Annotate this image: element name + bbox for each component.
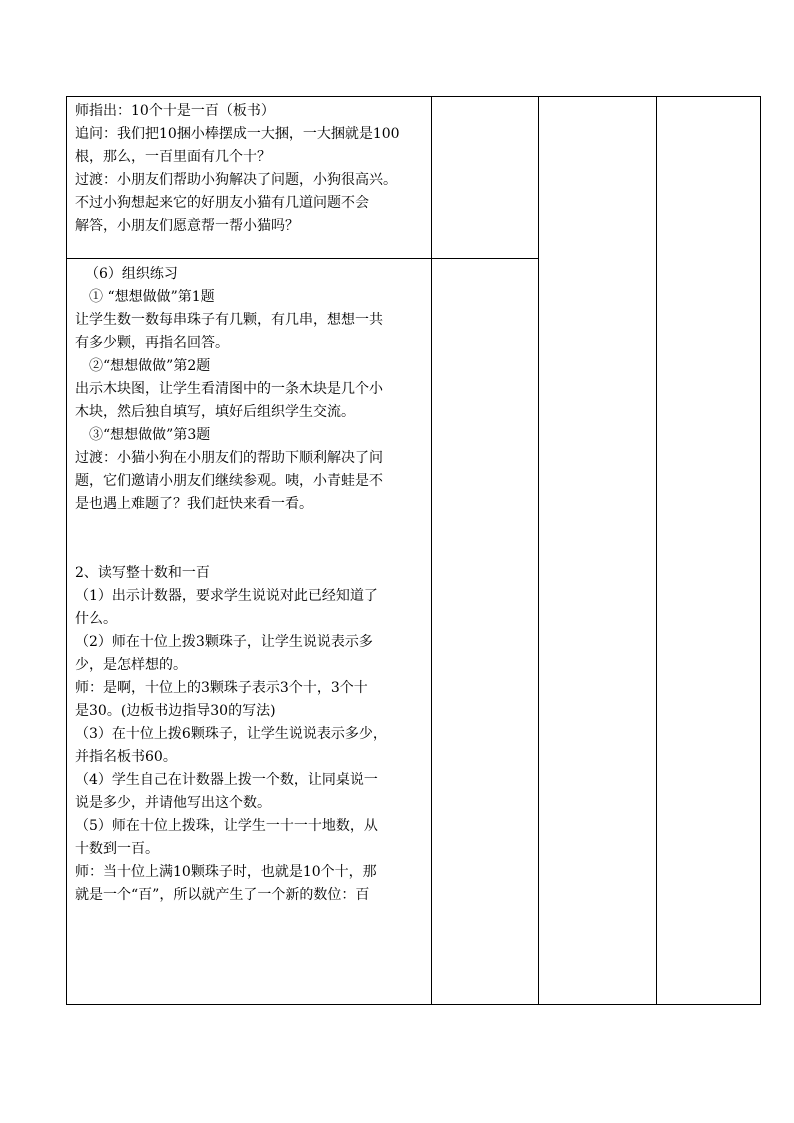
column-divider-1 [431, 96, 432, 1005]
teaching-process-cell-2 [75, 263, 427, 907]
text-line: 师指出：10个十是一百（板书） [75, 103, 275, 119]
text-line: 少，是怎样想的。 [75, 657, 187, 673]
text-line: （6）组织练习 [85, 266, 178, 282]
text-line: （1）出示计数器，要求学生说说对此已经知道了 [75, 588, 378, 604]
text-line: 是30。(边板书边指导30的写法) [75, 703, 276, 719]
text-line: 出示木块图，让学生看清图中的一条木块是几个小 [75, 381, 383, 397]
row-divider [66, 258, 539, 259]
text-line: （3）在十位上拨6颗珠子，让学生说说表示多少， [75, 726, 387, 742]
text-line: 什么。 [75, 611, 117, 627]
column-divider-2 [538, 96, 539, 1005]
text-line: 过渡：小朋友们帮助小狗解决了问题，小狗很高兴。 [75, 172, 397, 188]
table-right-border [760, 96, 761, 1005]
text-line: ① “想想做做”第1题 [89, 289, 215, 305]
text-line: （4）学生自己在计数器上拨一个数，让同桌说一 [75, 772, 378, 788]
table-left-border [66, 96, 67, 1005]
text-line: 师：是啊，十位上的3颗珠子表示3个十，3个十 [75, 680, 368, 696]
text-line: 并指名板书60。 [75, 749, 177, 765]
text-line: ②“想想做做”第2题 [89, 358, 211, 374]
text-line: 解答，小朋友们愿意帮一帮小猫吗？ [75, 218, 299, 234]
blank-space [75, 516, 427, 562]
lesson-plan-table [66, 96, 761, 1005]
text-line: 说是多少，并请他写出这个数。 [75, 795, 271, 811]
text-line: 追问：我们把10捆小棒摆成一大捆，一大捆就是100 [75, 126, 400, 142]
text-line: 是也遇上难题了？我们赶快来看一看。 [75, 496, 313, 512]
text-line: 不过小狗想起来它的好朋友小猫有几道问题不会 [75, 195, 369, 211]
text-line: 师：当十位上满10颗珠子时，也就是10个十，那 [75, 864, 377, 880]
text-line: ③“想想做做”第3题 [89, 427, 211, 443]
text-line: 过渡：小猫小狗在小朋友们的帮助下顺利解决了问 [75, 450, 383, 466]
text-line: 就是一个“百”，所以就产生了一个新的数位：百 [75, 887, 370, 903]
text-line: 十数到一百。 [75, 841, 159, 857]
text-line: 有多少颗，再指名回答。 [75, 335, 229, 351]
column-divider-3 [656, 96, 657, 1005]
text-line: 让学生数一数每串珠子有几颗，有几串，想想一共 [75, 312, 383, 328]
text-line: 题，它们邀请小朋友们继续参观。咦，小青蛙是不 [75, 473, 383, 489]
teaching-process-cell-1 [75, 100, 427, 238]
text-line: 根，那么，一百里面有几个十？ [75, 149, 271, 165]
section-heading: 2、读写整十数和一百 [75, 565, 210, 581]
text-line: 木块，然后独自填写，填好后组织学生交流。 [75, 404, 355, 420]
text-line: （2）师在十位上拨3颗珠子，让学生说说表示多 [75, 634, 373, 650]
text-line: （5）师在十位上拨珠，让学生一十一十地数，从 [75, 818, 378, 834]
